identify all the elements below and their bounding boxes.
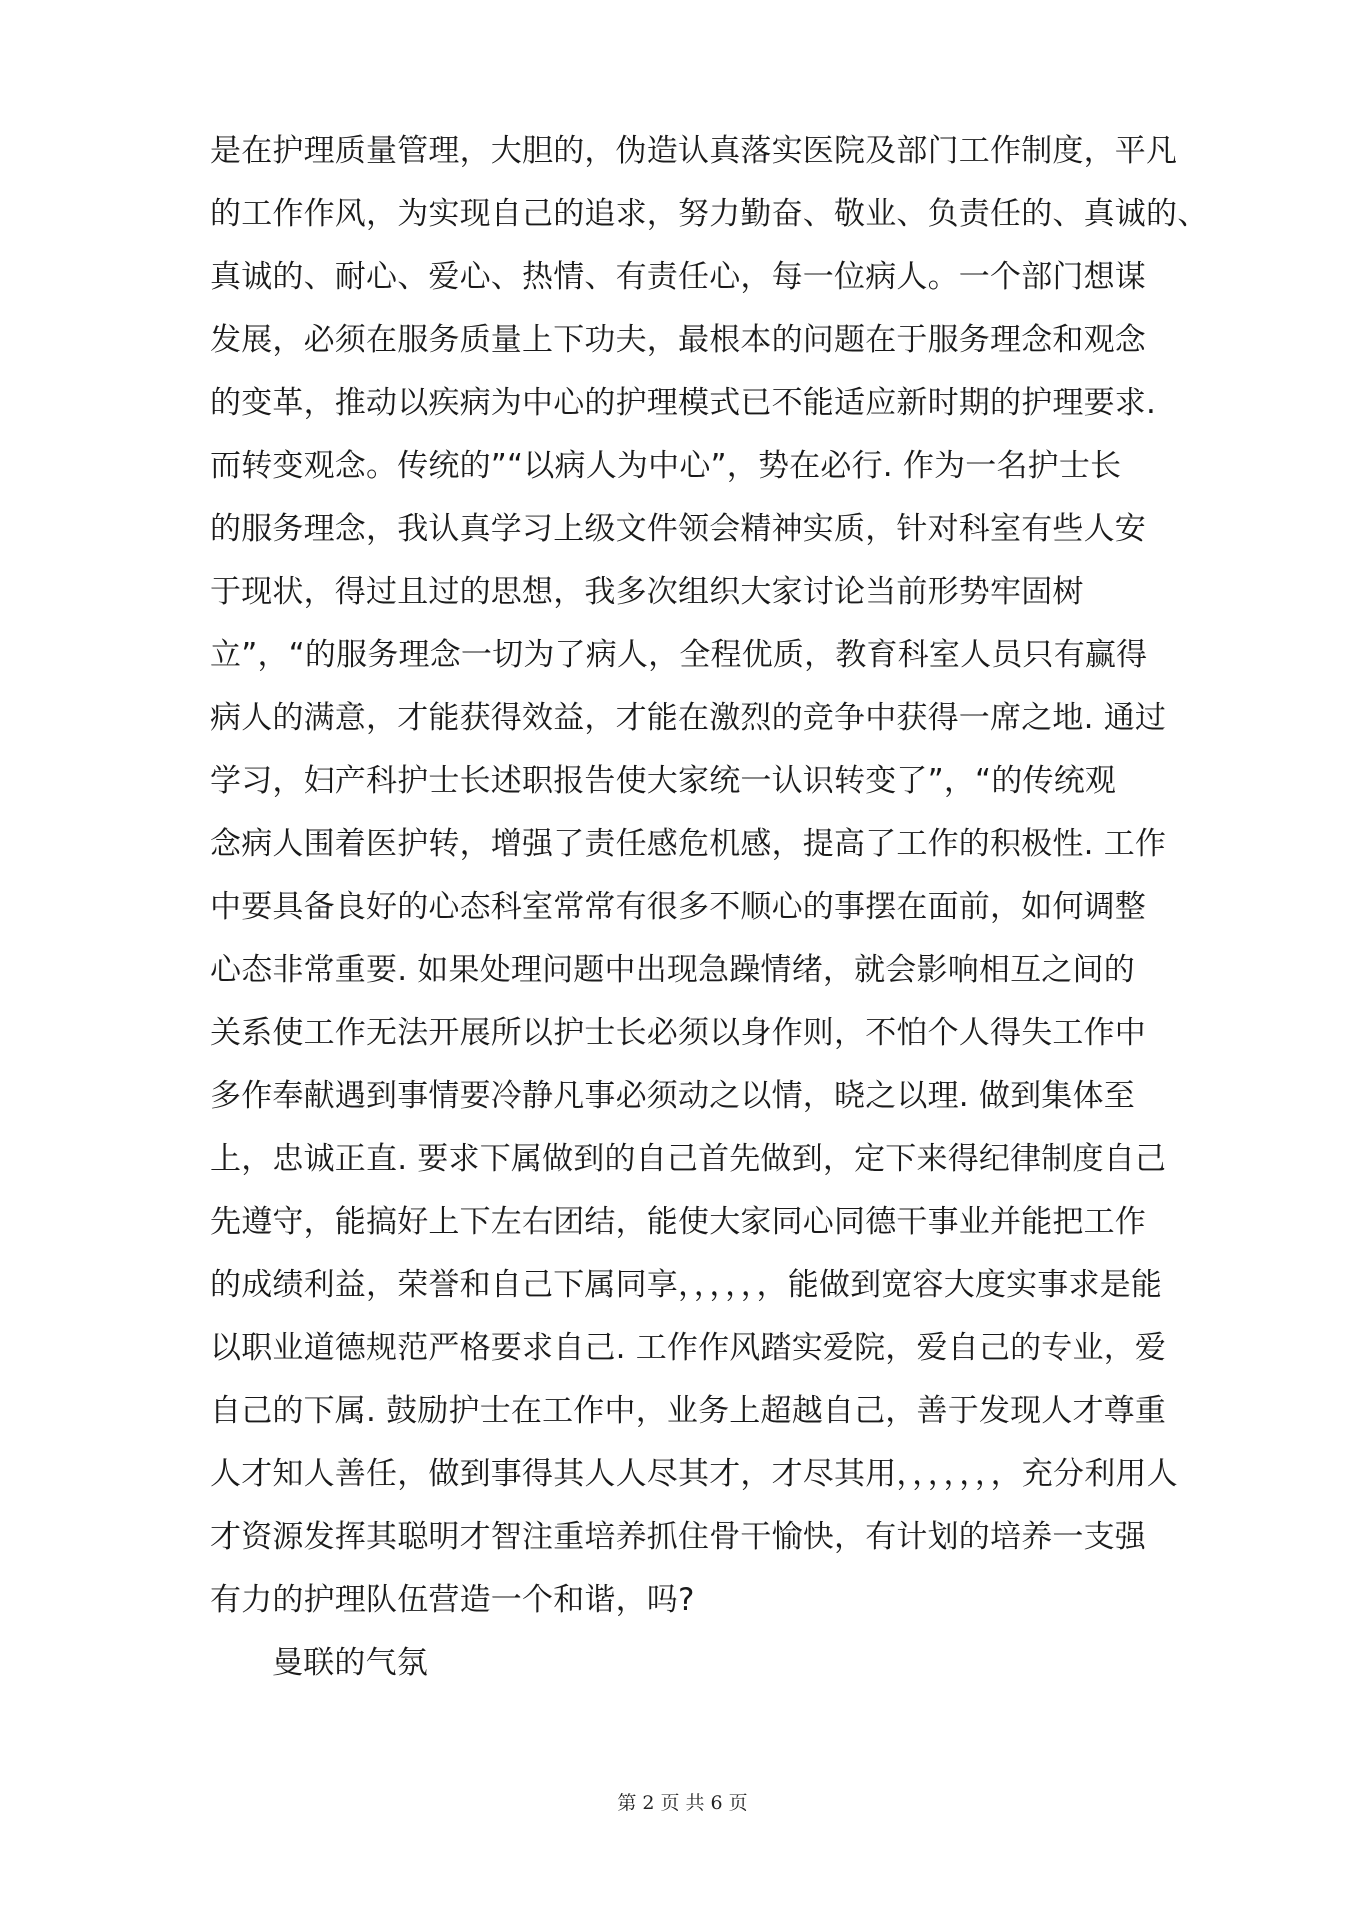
text-line: 发展，必须在服务质量上下功夫，最根本的问题在于服务理念和观念 [210,322,1146,358]
text-line: 才资源发挥其聪明才智注重培养抓住骨干愉快，有计划的培养一支强 [210,1519,1146,1555]
text-line: 先遵守，能搞好上下左右团结，能使大家同心同德干事业并能把工作 [210,1204,1146,1240]
page-number-label: 第 2 页 共 6 页 [617,1792,748,1814]
text-line: 心态非常重要. 如果处理问题中出现急躁情绪，就会影响相互之间的 [210,952,1135,988]
text-line: 的服务理念，我认真学习上级文件领会精神实质，针对科室有些人安 [210,511,1146,547]
text-line: 真诚的、耐心、爱心、热情、有责任心，每一位病人。一个部门想谋 [210,259,1146,295]
text-line: 立”，“的服务理念一切为了病人，全程优质，教育科室人员只有赢得 [210,637,1148,673]
text-line: 有力的护理队伍营造一个和谐，吗? [210,1582,695,1618]
paragraph-start-line: 曼联的气氛 [272,1645,428,1681]
text-line: 的变革，推动以疾病为中心的护理模式已不能适应新时期的护理要求. [210,385,1157,421]
text-line: 上，忠诚正直. 要求下属做到的自己首先做到，定下来得纪律制度自己 [210,1141,1167,1177]
text-line: 中要具备良好的心态科室常常有很多不顺心的事摆在面前，如何调整 [210,889,1146,925]
text-line: 的成绩利益，荣誉和自己下属同享，，，，，，能做到宽容大度实事求是能 [210,1267,1163,1303]
text-line: 多作奉献遇到事情要冷静凡事必须动之以情，晓之以理. 做到集体至 [210,1078,1135,1114]
text-line: 病人的满意，才能获得效益，才能在激烈的竞争中获得一席之地. 通过 [210,700,1167,736]
text-line: 而转变观念。传统的”“以病人为中心”，势在必行. 作为一名护士长 [210,448,1122,484]
body-text [210,120,1210,1695]
text-line: 关系使工作无法开展所以护士长必须以身作则，不怕个人得失工作中 [210,1015,1146,1051]
text-line: 人才知人善任，做到事得其人人尽其才，才尽其用，，，，，，，充分利用人 [210,1456,1178,1492]
text-line: 自己的下属. 鼓励护士在工作中，业务上超越自己，善于发现人才尊重 [210,1393,1167,1429]
text-line: 以职业道德规范严格要求自己. 工作作风踏实爱院，爱自己的专业，爱 [210,1330,1167,1366]
text-line: 念病人围着医护转，增强了责任感危机感，提高了工作的积极性. 工作 [210,826,1167,862]
text-line: 学习，妇产科护士长述职报告使大家统一认识转变了”，“的传统观 [210,763,1117,799]
page-footer [0,1788,1365,1815]
text-line: 是在护理质量管理，大胆的，伪造认真落实医院及部门工作制度，平凡 [210,133,1178,169]
text-line: 的工作作风，为实现自己的追求，努力勤奋、敬业、负责任的、真诚的、 [210,196,1209,232]
text-line: 于现状，得过且过的思想，我多次组织大家讨论当前形势牢固树 [210,574,1084,610]
